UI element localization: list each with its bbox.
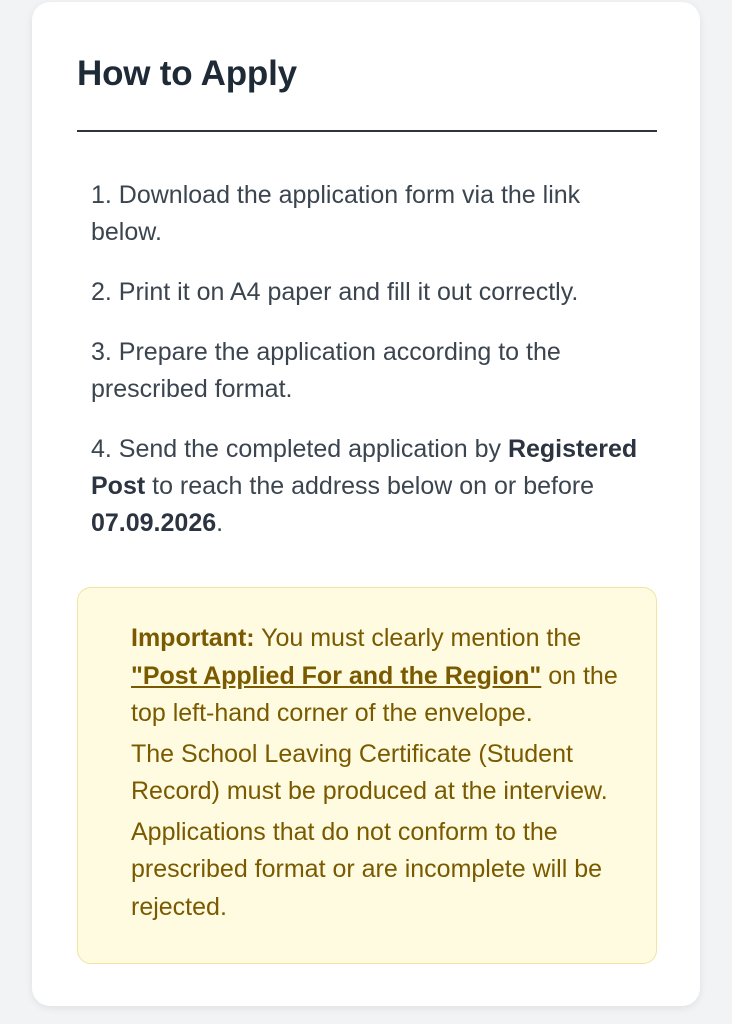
step-item-1: 1. Download the application form via the link below.	[91, 181, 581, 246]
important-label: Important:	[131, 624, 255, 652]
step-item-4	[91, 431, 651, 542]
notice-paragraph-3: Applications that do not conform to the prescribed format or are incomplete will be rejected.	[131, 817, 603, 921]
step-4-text-pre: 4. Send the completed application by	[91, 435, 508, 463]
step-item-3: 3. Prepare the application according to the prescribed format.	[91, 338, 561, 403]
title-divider	[77, 130, 657, 132]
steps-list	[91, 177, 651, 565]
how-to-apply-card	[32, 2, 700, 1006]
notice-paragraph-1	[131, 620, 626, 733]
deadline-date: 07.09.2026	[91, 509, 217, 537]
step-4-text-mid: to reach the address below on or before	[145, 472, 595, 500]
notice-text-1-post: on the top left-hand corner of the envelope.	[131, 661, 618, 727]
important-notice-box	[77, 587, 657, 964]
notice-paragraph-2: The School Leaving Certificate (Student Record) must be produced at the interview.	[131, 739, 608, 805]
section-title: How to Apply	[77, 54, 297, 93]
post-applied-region-link[interactable]: "Post Applied For and the Region"	[131, 661, 542, 690]
step-4-text-post: .	[216, 509, 224, 537]
step-item-2: 2. Print it on A4 paper and fill it out correctly.	[91, 278, 579, 306]
notice-text-1: You must clearly mention the	[254, 624, 582, 652]
registered-post-emphasis: Registered Post	[91, 435, 638, 500]
